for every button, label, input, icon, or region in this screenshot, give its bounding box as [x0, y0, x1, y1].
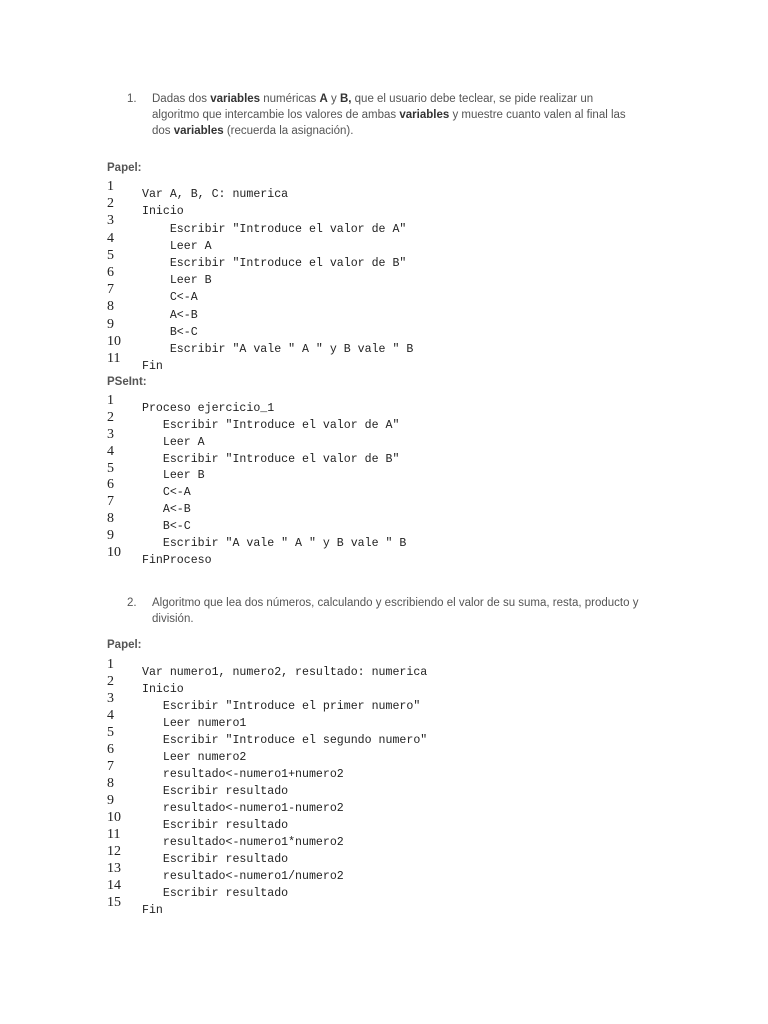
- line-number: 2: [107, 196, 114, 212]
- ex1-bold-variables: variables: [173, 125, 224, 137]
- code-text: Leer numero2: [142, 751, 247, 764]
- code-text: C<-A: [142, 291, 198, 305]
- exercise-2-statement: [127, 595, 667, 627]
- line-number: 5: [107, 725, 114, 740]
- code-text: Leer B: [142, 469, 205, 483]
- code-text: A<-B: [142, 503, 191, 517]
- line-number: 11: [107, 827, 121, 842]
- code-text: Escribir resultado: [142, 853, 289, 866]
- code-text: A<-B: [142, 308, 198, 322]
- code-text: Escribir "Introduce el valor de A": [142, 418, 400, 432]
- code-line: [107, 360, 667, 383]
- line-number: 13: [107, 861, 121, 876]
- code-text: resultado<-numero1/numero2: [142, 870, 344, 883]
- code-text: Leer A: [142, 239, 212, 253]
- code-text: Leer A: [142, 435, 205, 449]
- line-number: 3: [107, 426, 114, 442]
- ex2-papel-code: [107, 655, 667, 927]
- code-line: [107, 904, 667, 927]
- code-text: Var numero1, numero2, resultado: numerica: [142, 666, 428, 679]
- code-text: Fin: [142, 360, 163, 374]
- line-number: 8: [107, 776, 114, 791]
- line-number: 7: [107, 759, 114, 774]
- ex1-bold-variables: variables: [399, 109, 450, 121]
- code-text: Escribir "Introduce el valor de A": [142, 222, 407, 236]
- code-text: FinProceso: [142, 553, 212, 567]
- line-number: 1: [107, 657, 114, 672]
- code-text: Proceso ejercicio_1: [142, 401, 275, 415]
- line-number: 9: [107, 528, 114, 544]
- line-number: 2: [107, 674, 114, 689]
- ex2-papel-label: Papel:: [107, 639, 142, 651]
- exercise-1-number: 1.: [127, 93, 137, 105]
- line-number: 3: [107, 691, 114, 706]
- line-number: 6: [107, 477, 114, 493]
- line-number: 7: [107, 494, 114, 510]
- ex1-text: numéricas: [260, 93, 320, 105]
- ex1-text: algoritmo que intercambie los valores de ambas: [152, 109, 400, 121]
- code-text: Escribir "A vale " A " y B vale " B: [142, 537, 407, 551]
- code-text: Var A, B, C: numerica: [142, 188, 289, 202]
- ex1-text: y: [327, 93, 340, 105]
- line-number: 4: [107, 443, 114, 459]
- exercise-2-number: 2.: [127, 597, 137, 609]
- ex1-papel-label: Papel:: [107, 162, 142, 174]
- code-text: Leer numero1: [142, 717, 247, 730]
- line-number: 9: [107, 793, 114, 808]
- line-number: 8: [107, 299, 114, 315]
- line-number: 14: [107, 878, 121, 893]
- code-line: [107, 342, 667, 366]
- line-number: 1: [107, 179, 114, 194]
- line-number: 10: [107, 545, 121, 561]
- code-text: C<-A: [142, 486, 191, 500]
- code-line: [107, 887, 667, 910]
- code-text: B<-C: [142, 325, 198, 339]
- ex1-pseint-label: PSeInt:: [107, 376, 147, 388]
- code-text: Escribir "A vale " A " y B vale " B: [142, 342, 414, 356]
- ex1-text: (recuerda la asignación).: [223, 125, 354, 137]
- line-number: 5: [107, 247, 114, 263]
- code-text: Escribir resultado: [142, 785, 289, 798]
- code-text: Fin: [142, 904, 163, 917]
- code-text: Inicio: [142, 683, 184, 696]
- ex1-bold-variables: variables: [210, 93, 261, 105]
- code-text: Escribir "Introduce el valor de B": [142, 256, 407, 270]
- line-number: 10: [107, 810, 121, 825]
- line-number: 5: [107, 460, 114, 476]
- line-number: 1: [107, 393, 114, 408]
- code-text: Escribir "Introduce el segundo numero": [142, 734, 428, 747]
- line-number: 15: [107, 895, 121, 910]
- ex1-text: que el usuario debe teclear, se pide realizar un: [351, 93, 594, 105]
- code-text: Escribir resultado: [142, 887, 289, 900]
- ex2-text: división.: [152, 613, 194, 625]
- ex1-papel-code: [107, 177, 667, 383]
- code-text: Leer B: [142, 274, 212, 288]
- line-number: 7: [107, 282, 114, 298]
- ex1-text: dos: [152, 125, 174, 137]
- exercise-1-statement: [127, 91, 667, 139]
- line-number: 10: [107, 333, 121, 349]
- code-text: B<-C: [142, 520, 191, 534]
- line-number: 12: [107, 844, 121, 859]
- line-number: 4: [107, 708, 114, 723]
- line-number: 11: [107, 350, 121, 366]
- ex1-text: y muestre cuanto valen al final las: [449, 109, 626, 121]
- code-text: Inicio: [142, 205, 184, 219]
- line-number: 8: [107, 511, 114, 527]
- ex1-bold-a: A: [319, 93, 328, 105]
- line-number: 9: [107, 316, 114, 332]
- line-number: 6: [107, 264, 114, 280]
- line-number: 2: [107, 409, 114, 425]
- line-number: 3: [107, 213, 114, 229]
- code-text: Escribir resultado: [142, 819, 289, 832]
- code-text: resultado<-numero1-numero2: [142, 802, 344, 815]
- line-number: 4: [107, 230, 114, 246]
- ex1-bold-b: B,: [339, 93, 352, 105]
- code-text: Escribir "Introduce el valor de B": [142, 452, 400, 466]
- line-number: 6: [107, 742, 114, 757]
- code-text: resultado<-numero1+numero2: [142, 768, 344, 781]
- ex1-pseint-code: [107, 391, 667, 577]
- code-line: [107, 666, 667, 689]
- ex1-text: Dadas dos: [152, 93, 211, 105]
- ex2-text: Algoritmo que lea dos números, calculando y escribiendo el valor de su suma, resta, producto y: [152, 597, 639, 609]
- code-text: Escribir "Introduce el primer numero": [142, 700, 421, 713]
- code-text: resultado<-numero1*numero2: [142, 836, 344, 849]
